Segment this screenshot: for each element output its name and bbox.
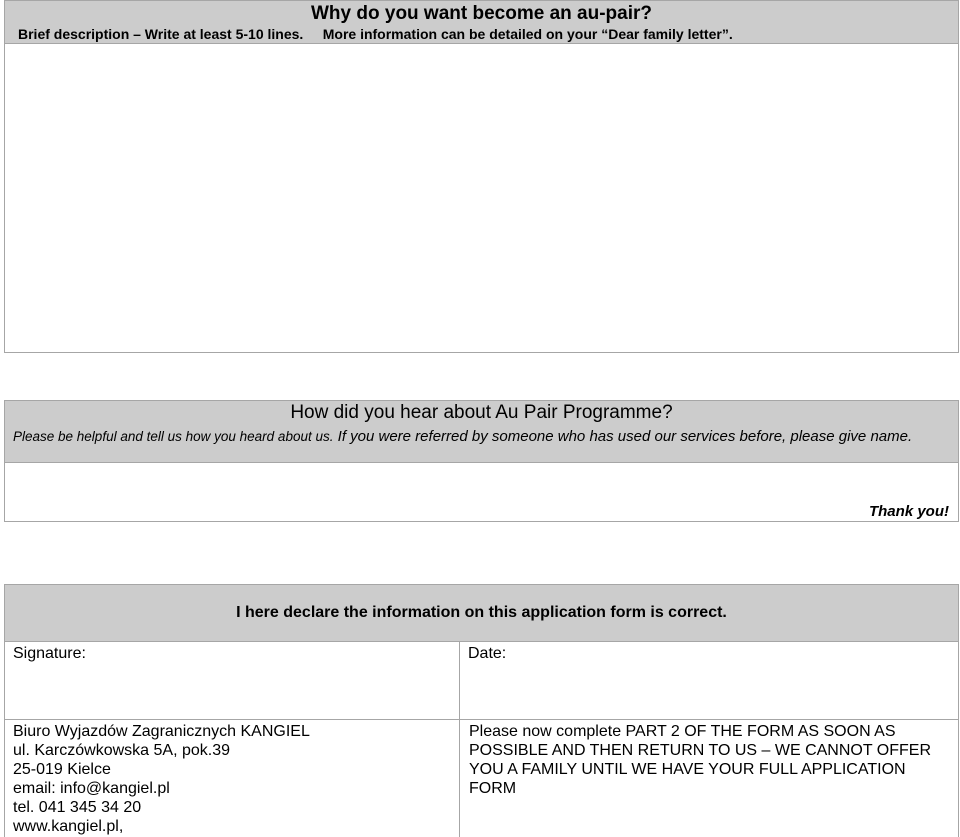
instruction-part-2: If you were referred by someone who has used our services before, please give name. xyxy=(333,428,913,445)
thank-you-text: Thank you! xyxy=(868,503,949,520)
instruction-part-1: Please be helpful and tell us how you heard about us. xyxy=(13,429,334,444)
declaration-text: I here declare the information on this application form is correct. xyxy=(236,604,727,621)
address-postcode-city: 25-019 Kielce xyxy=(13,761,111,778)
section-referral-header xyxy=(4,400,959,463)
declaration-header xyxy=(4,584,959,642)
address-email: email: info@kangiel.pl xyxy=(13,780,170,797)
section-title: Why do you want become an au-pair? xyxy=(311,3,652,24)
address-lines xyxy=(13,722,310,836)
date-label: Date: xyxy=(468,645,507,662)
referral-answer-field[interactable] xyxy=(4,462,959,522)
section-subtitle: Brief description – Write at least 5-10 lines. More information can be detailed on your “Dear family letter”. xyxy=(18,26,733,42)
signature-label: Signature: xyxy=(13,645,86,662)
address-agency-name: Biuro Wyjazdów Zagranicznych KANGIEL xyxy=(13,723,310,740)
agency-address-block xyxy=(4,719,460,837)
date-field[interactable] xyxy=(459,641,959,720)
section-instructions xyxy=(13,427,943,446)
completion-instructions-text: Please now complete PART 2 OF THE FORM AS SOON AS POSSIBLE AND THEN RETURN TO US – WE CANNOT OFFER YOU A FAMILY UNTIL WE HAVE YOUR FULL APPLICATION FORM xyxy=(469,723,932,797)
address-phone: tel. 041 345 34 20 xyxy=(13,799,142,816)
section-title: How did you hear about Au Pair Programme? xyxy=(290,402,673,423)
why-au-pair-answer-field[interactable] xyxy=(4,43,959,353)
section-why-au-pair-header xyxy=(4,0,959,44)
address-website: www.kangiel.pl, xyxy=(13,818,124,835)
signature-field[interactable] xyxy=(4,641,460,720)
completion-instructions-block xyxy=(459,719,959,837)
address-street: ul. Karczówkowska 5A, pok.39 xyxy=(13,742,230,759)
